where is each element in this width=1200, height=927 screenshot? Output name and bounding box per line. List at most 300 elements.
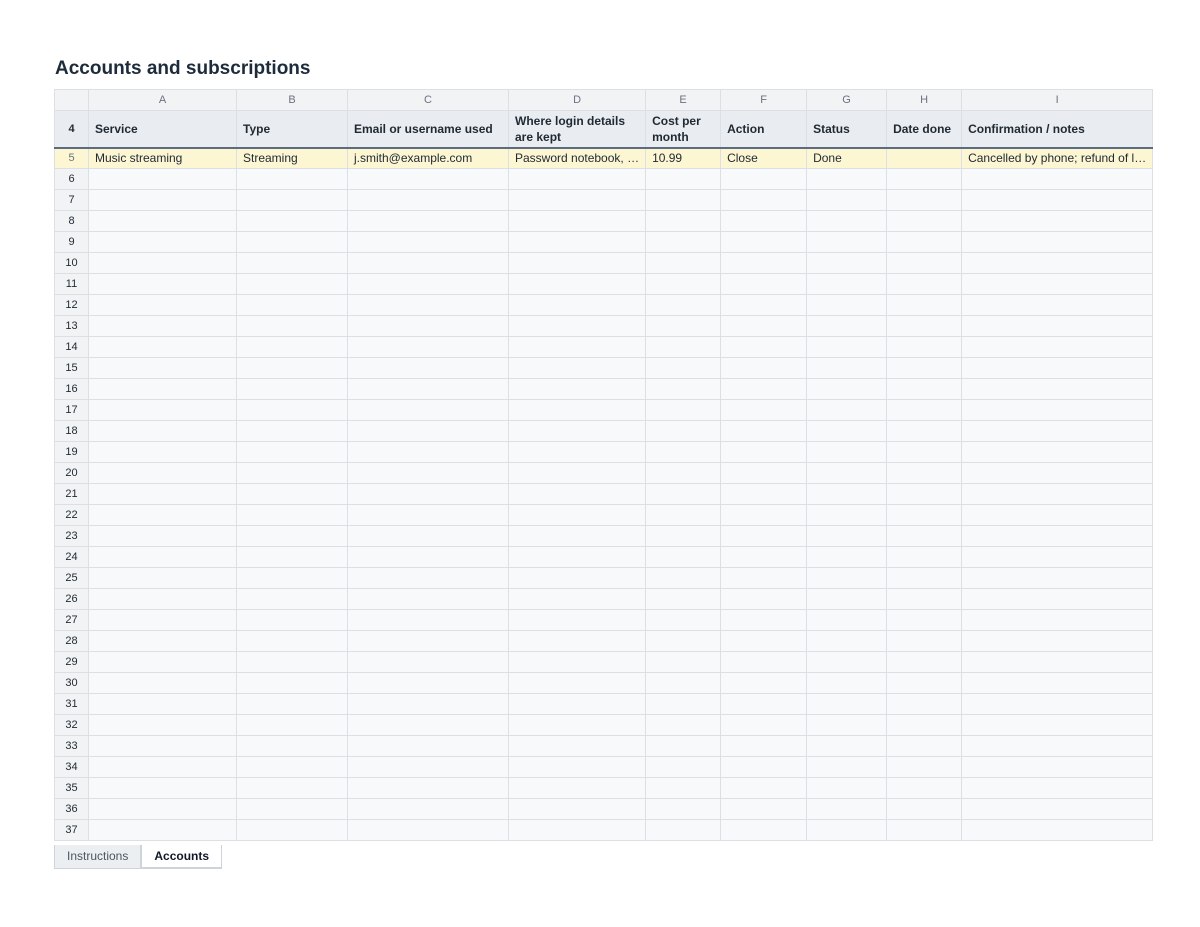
column-letter-i[interactable]: I xyxy=(962,90,1153,111)
cell-g18[interactable] xyxy=(807,421,887,442)
cell-b9[interactable] xyxy=(237,232,348,253)
cell-a11[interactable] xyxy=(89,274,237,295)
cell-a33[interactable] xyxy=(89,736,237,757)
cell-b20[interactable] xyxy=(237,463,348,484)
cell-c15[interactable] xyxy=(348,358,509,379)
row-number[interactable]: 16 xyxy=(55,379,89,400)
cell-e12[interactable] xyxy=(646,295,721,316)
cell-d24[interactable] xyxy=(509,547,646,568)
cell-a31[interactable] xyxy=(89,694,237,715)
cell-d17[interactable] xyxy=(509,400,646,421)
cell-f25[interactable] xyxy=(721,568,807,589)
cell-c7[interactable] xyxy=(348,190,509,211)
cell-a29[interactable] xyxy=(89,652,237,673)
cell-h35[interactable] xyxy=(887,778,962,799)
header-cell[interactable]: Status xyxy=(807,111,887,148)
cell-e30[interactable] xyxy=(646,673,721,694)
cell-e20[interactable] xyxy=(646,463,721,484)
cell-e33[interactable] xyxy=(646,736,721,757)
cell-h30[interactable] xyxy=(887,673,962,694)
cell-f10[interactable] xyxy=(721,253,807,274)
cell-h15[interactable] xyxy=(887,358,962,379)
cell-g17[interactable] xyxy=(807,400,887,421)
cell-a22[interactable] xyxy=(89,505,237,526)
cell-b11[interactable] xyxy=(237,274,348,295)
cell-d36[interactable] xyxy=(509,799,646,820)
cell-e31[interactable] xyxy=(646,694,721,715)
cell-d13[interactable] xyxy=(509,316,646,337)
cell-e7[interactable] xyxy=(646,190,721,211)
column-letter-c[interactable]: C xyxy=(348,90,509,111)
cell-d15[interactable] xyxy=(509,358,646,379)
cell-b22[interactable] xyxy=(237,505,348,526)
cell-c23[interactable] xyxy=(348,526,509,547)
cell-g21[interactable] xyxy=(807,484,887,505)
row-number[interactable]: 37 xyxy=(55,820,89,841)
cell-b36[interactable] xyxy=(237,799,348,820)
cell-i20[interactable] xyxy=(962,463,1153,484)
cell-h6[interactable] xyxy=(887,169,962,190)
row-number[interactable]: 30 xyxy=(55,673,89,694)
column-letter-g[interactable]: G xyxy=(807,90,887,111)
cell-c9[interactable] xyxy=(348,232,509,253)
cell-i34[interactable] xyxy=(962,757,1153,778)
cell-c24[interactable] xyxy=(348,547,509,568)
cell-c19[interactable] xyxy=(348,442,509,463)
cell-i35[interactable] xyxy=(962,778,1153,799)
cell-b7[interactable] xyxy=(237,190,348,211)
cell-b24[interactable] xyxy=(237,547,348,568)
cell-c35[interactable] xyxy=(348,778,509,799)
cell-h33[interactable] xyxy=(887,736,962,757)
cell-g7[interactable] xyxy=(807,190,887,211)
cell-b18[interactable] xyxy=(237,421,348,442)
cell-h5[interactable] xyxy=(887,148,962,169)
row-number[interactable]: 22 xyxy=(55,505,89,526)
cell-e24[interactable] xyxy=(646,547,721,568)
cell-g34[interactable] xyxy=(807,757,887,778)
column-letter-a[interactable]: A xyxy=(89,90,237,111)
cell-b28[interactable] xyxy=(237,631,348,652)
row-number[interactable]: 34 xyxy=(55,757,89,778)
cell-e5[interactable]: 10.99 xyxy=(646,148,721,169)
cell-c16[interactable] xyxy=(348,379,509,400)
cell-c6[interactable] xyxy=(348,169,509,190)
cell-i26[interactable] xyxy=(962,589,1153,610)
cell-g13[interactable] xyxy=(807,316,887,337)
cell-b27[interactable] xyxy=(237,610,348,631)
cell-c37[interactable] xyxy=(348,820,509,841)
cell-a37[interactable] xyxy=(89,820,237,841)
cell-i27[interactable] xyxy=(962,610,1153,631)
cell-i18[interactable] xyxy=(962,421,1153,442)
row-number[interactable]: 10 xyxy=(55,253,89,274)
cell-i22[interactable] xyxy=(962,505,1153,526)
row-number[interactable]: 17 xyxy=(55,400,89,421)
cell-c30[interactable] xyxy=(348,673,509,694)
cell-b35[interactable] xyxy=(237,778,348,799)
cell-c26[interactable] xyxy=(348,589,509,610)
row-number[interactable]: 33 xyxy=(55,736,89,757)
cell-g36[interactable] xyxy=(807,799,887,820)
cell-g23[interactable] xyxy=(807,526,887,547)
cell-h8[interactable] xyxy=(887,211,962,232)
cell-a35[interactable] xyxy=(89,778,237,799)
cell-f36[interactable] xyxy=(721,799,807,820)
cell-e34[interactable] xyxy=(646,757,721,778)
cell-h25[interactable] xyxy=(887,568,962,589)
cell-f13[interactable] xyxy=(721,316,807,337)
cell-g30[interactable] xyxy=(807,673,887,694)
cell-e29[interactable] xyxy=(646,652,721,673)
cell-c20[interactable] xyxy=(348,463,509,484)
cell-b25[interactable] xyxy=(237,568,348,589)
cell-i9[interactable] xyxy=(962,232,1153,253)
cell-g32[interactable] xyxy=(807,715,887,736)
cell-h26[interactable] xyxy=(887,589,962,610)
cell-f18[interactable] xyxy=(721,421,807,442)
cell-c17[interactable] xyxy=(348,400,509,421)
cell-i11[interactable] xyxy=(962,274,1153,295)
row-number[interactable]: 20 xyxy=(55,463,89,484)
cell-a10[interactable] xyxy=(89,253,237,274)
cell-g5[interactable]: Done xyxy=(807,148,887,169)
cell-a25[interactable] xyxy=(89,568,237,589)
cell-g10[interactable] xyxy=(807,253,887,274)
cell-b34[interactable] xyxy=(237,757,348,778)
cell-i23[interactable] xyxy=(962,526,1153,547)
cell-d11[interactable] xyxy=(509,274,646,295)
cell-a8[interactable] xyxy=(89,211,237,232)
cell-i36[interactable] xyxy=(962,799,1153,820)
row-number[interactable]: 23 xyxy=(55,526,89,547)
row-number[interactable]: 21 xyxy=(55,484,89,505)
cell-a5[interactable]: Music streaming xyxy=(89,148,237,169)
row-number[interactable]: 5 xyxy=(55,148,89,169)
cell-i28[interactable] xyxy=(962,631,1153,652)
cell-h10[interactable] xyxy=(887,253,962,274)
header-cell[interactable]: Cost per month xyxy=(646,111,721,148)
cell-a23[interactable] xyxy=(89,526,237,547)
cell-b19[interactable] xyxy=(237,442,348,463)
cell-h31[interactable] xyxy=(887,694,962,715)
cell-b26[interactable] xyxy=(237,589,348,610)
cell-i14[interactable] xyxy=(962,337,1153,358)
cell-g14[interactable] xyxy=(807,337,887,358)
cell-f32[interactable] xyxy=(721,715,807,736)
cell-c10[interactable] xyxy=(348,253,509,274)
cell-h21[interactable] xyxy=(887,484,962,505)
cell-i16[interactable] xyxy=(962,379,1153,400)
cell-e32[interactable] xyxy=(646,715,721,736)
header-cell[interactable]: Service xyxy=(89,111,237,148)
header-cell[interactable]: Type xyxy=(237,111,348,148)
cell-a14[interactable] xyxy=(89,337,237,358)
cell-b13[interactable] xyxy=(237,316,348,337)
row-number[interactable]: 29 xyxy=(55,652,89,673)
cell-f6[interactable] xyxy=(721,169,807,190)
cell-d37[interactable] xyxy=(509,820,646,841)
cell-a30[interactable] xyxy=(89,673,237,694)
cell-e6[interactable] xyxy=(646,169,721,190)
cell-a20[interactable] xyxy=(89,463,237,484)
row-number[interactable]: 13 xyxy=(55,316,89,337)
cell-b30[interactable] xyxy=(237,673,348,694)
cell-g20[interactable] xyxy=(807,463,887,484)
cell-f23[interactable] xyxy=(721,526,807,547)
cell-d33[interactable] xyxy=(509,736,646,757)
cell-f31[interactable] xyxy=(721,694,807,715)
cell-g12[interactable] xyxy=(807,295,887,316)
cell-i13[interactable] xyxy=(962,316,1153,337)
cell-d20[interactable] xyxy=(509,463,646,484)
cell-d14[interactable] xyxy=(509,337,646,358)
cell-f34[interactable] xyxy=(721,757,807,778)
cell-a21[interactable] xyxy=(89,484,237,505)
cell-c11[interactable] xyxy=(348,274,509,295)
cell-e14[interactable] xyxy=(646,337,721,358)
cell-f15[interactable] xyxy=(721,358,807,379)
cell-a6[interactable] xyxy=(89,169,237,190)
cell-d10[interactable] xyxy=(509,253,646,274)
cell-h23[interactable] xyxy=(887,526,962,547)
cell-c21[interactable] xyxy=(348,484,509,505)
cell-h20[interactable] xyxy=(887,463,962,484)
cell-f9[interactable] xyxy=(721,232,807,253)
column-letter-e[interactable]: E xyxy=(646,90,721,111)
cell-h24[interactable] xyxy=(887,547,962,568)
cell-c12[interactable] xyxy=(348,295,509,316)
header-cell[interactable]: Confirmation / notes xyxy=(962,111,1153,148)
column-letter-f[interactable]: F xyxy=(721,90,807,111)
cell-e23[interactable] xyxy=(646,526,721,547)
row-number[interactable]: 25 xyxy=(55,568,89,589)
header-cell[interactable]: Where login details are kept xyxy=(509,111,646,148)
cell-g25[interactable] xyxy=(807,568,887,589)
cell-d34[interactable] xyxy=(509,757,646,778)
cell-b21[interactable] xyxy=(237,484,348,505)
cell-c33[interactable] xyxy=(348,736,509,757)
cell-e17[interactable] xyxy=(646,400,721,421)
cell-d26[interactable] xyxy=(509,589,646,610)
cell-b8[interactable] xyxy=(237,211,348,232)
row-number[interactable]: 27 xyxy=(55,610,89,631)
cell-e8[interactable] xyxy=(646,211,721,232)
cell-b14[interactable] xyxy=(237,337,348,358)
cell-h12[interactable] xyxy=(887,295,962,316)
cell-h29[interactable] xyxy=(887,652,962,673)
row-number[interactable]: 12 xyxy=(55,295,89,316)
cell-g24[interactable] xyxy=(807,547,887,568)
row-number[interactable]: 9 xyxy=(55,232,89,253)
cell-a19[interactable] xyxy=(89,442,237,463)
cell-e16[interactable] xyxy=(646,379,721,400)
cell-e11[interactable] xyxy=(646,274,721,295)
cell-i6[interactable] xyxy=(962,169,1153,190)
cell-g19[interactable] xyxy=(807,442,887,463)
cell-c36[interactable] xyxy=(348,799,509,820)
cell-i17[interactable] xyxy=(962,400,1153,421)
cell-f33[interactable] xyxy=(721,736,807,757)
cell-d6[interactable] xyxy=(509,169,646,190)
cell-a32[interactable] xyxy=(89,715,237,736)
cell-d7[interactable] xyxy=(509,190,646,211)
row-number[interactable]: 31 xyxy=(55,694,89,715)
cell-i31[interactable] xyxy=(962,694,1153,715)
cell-d30[interactable] xyxy=(509,673,646,694)
cell-b31[interactable] xyxy=(237,694,348,715)
cell-h22[interactable] xyxy=(887,505,962,526)
cell-e9[interactable] xyxy=(646,232,721,253)
column-letter-d[interactable]: D xyxy=(509,90,646,111)
cell-b15[interactable] xyxy=(237,358,348,379)
tab-accounts[interactable]: Accounts xyxy=(141,845,222,869)
cell-f22[interactable] xyxy=(721,505,807,526)
cell-c14[interactable] xyxy=(348,337,509,358)
select-all-corner[interactable] xyxy=(55,90,89,111)
row-number[interactable]: 6 xyxy=(55,169,89,190)
cell-c32[interactable] xyxy=(348,715,509,736)
tab-instructions[interactable]: Instructions xyxy=(54,845,141,869)
cell-i32[interactable] xyxy=(962,715,1153,736)
cell-g37[interactable] xyxy=(807,820,887,841)
cell-g26[interactable] xyxy=(807,589,887,610)
row-number[interactable]: 4 xyxy=(55,111,89,148)
cell-d29[interactable] xyxy=(509,652,646,673)
cell-i37[interactable] xyxy=(962,820,1153,841)
cell-d22[interactable] xyxy=(509,505,646,526)
cell-a28[interactable] xyxy=(89,631,237,652)
cell-c34[interactable] xyxy=(348,757,509,778)
cell-c8[interactable] xyxy=(348,211,509,232)
cell-h7[interactable] xyxy=(887,190,962,211)
cell-a13[interactable] xyxy=(89,316,237,337)
cell-i8[interactable] xyxy=(962,211,1153,232)
row-number[interactable]: 15 xyxy=(55,358,89,379)
cell-f11[interactable] xyxy=(721,274,807,295)
cell-i10[interactable] xyxy=(962,253,1153,274)
cell-d21[interactable] xyxy=(509,484,646,505)
row-number[interactable]: 28 xyxy=(55,631,89,652)
cell-d5[interactable]: Password notebook, … xyxy=(509,148,646,169)
cell-b17[interactable] xyxy=(237,400,348,421)
cell-h28[interactable] xyxy=(887,631,962,652)
cell-c31[interactable] xyxy=(348,694,509,715)
cell-b10[interactable] xyxy=(237,253,348,274)
cell-g6[interactable] xyxy=(807,169,887,190)
cell-g16[interactable] xyxy=(807,379,887,400)
column-letter-h[interactable]: H xyxy=(887,90,962,111)
cell-h37[interactable] xyxy=(887,820,962,841)
cell-b16[interactable] xyxy=(237,379,348,400)
cell-a34[interactable] xyxy=(89,757,237,778)
cell-e37[interactable] xyxy=(646,820,721,841)
cell-f19[interactable] xyxy=(721,442,807,463)
cell-i24[interactable] xyxy=(962,547,1153,568)
cell-d16[interactable] xyxy=(509,379,646,400)
cell-c13[interactable] xyxy=(348,316,509,337)
cell-e28[interactable] xyxy=(646,631,721,652)
cell-i15[interactable] xyxy=(962,358,1153,379)
cell-g22[interactable] xyxy=(807,505,887,526)
cell-h27[interactable] xyxy=(887,610,962,631)
cell-i33[interactable] xyxy=(962,736,1153,757)
cell-a12[interactable] xyxy=(89,295,237,316)
cell-e36[interactable] xyxy=(646,799,721,820)
cell-b23[interactable] xyxy=(237,526,348,547)
cell-g8[interactable] xyxy=(807,211,887,232)
cell-f30[interactable] xyxy=(721,673,807,694)
cell-f7[interactable] xyxy=(721,190,807,211)
cell-b33[interactable] xyxy=(237,736,348,757)
header-cell[interactable]: Date done xyxy=(887,111,962,148)
cell-i21[interactable] xyxy=(962,484,1153,505)
cell-f20[interactable] xyxy=(721,463,807,484)
cell-e22[interactable] xyxy=(646,505,721,526)
cell-h14[interactable] xyxy=(887,337,962,358)
row-number[interactable]: 8 xyxy=(55,211,89,232)
cell-g29[interactable] xyxy=(807,652,887,673)
cell-g31[interactable] xyxy=(807,694,887,715)
row-number[interactable]: 7 xyxy=(55,190,89,211)
row-number[interactable]: 14 xyxy=(55,337,89,358)
cell-f14[interactable] xyxy=(721,337,807,358)
cell-f21[interactable] xyxy=(721,484,807,505)
header-cell[interactable]: Action xyxy=(721,111,807,148)
cell-a9[interactable] xyxy=(89,232,237,253)
cell-h17[interactable] xyxy=(887,400,962,421)
cell-d35[interactable] xyxy=(509,778,646,799)
cell-c29[interactable] xyxy=(348,652,509,673)
cell-c5[interactable]: j.smith@example.com xyxy=(348,148,509,169)
cell-i29[interactable] xyxy=(962,652,1153,673)
cell-e25[interactable] xyxy=(646,568,721,589)
cell-c22[interactable] xyxy=(348,505,509,526)
cell-h32[interactable] xyxy=(887,715,962,736)
cell-f29[interactable] xyxy=(721,652,807,673)
cell-f5[interactable]: Close xyxy=(721,148,807,169)
row-number[interactable]: 26 xyxy=(55,589,89,610)
cell-h9[interactable] xyxy=(887,232,962,253)
cell-b29[interactable] xyxy=(237,652,348,673)
cell-c28[interactable] xyxy=(348,631,509,652)
cell-f24[interactable] xyxy=(721,547,807,568)
column-letter-b[interactable]: B xyxy=(237,90,348,111)
cell-c27[interactable] xyxy=(348,610,509,631)
cell-i25[interactable] xyxy=(962,568,1153,589)
header-cell[interactable]: Email or username used xyxy=(348,111,509,148)
row-number[interactable]: 36 xyxy=(55,799,89,820)
cell-d12[interactable] xyxy=(509,295,646,316)
cell-e35[interactable] xyxy=(646,778,721,799)
cell-a26[interactable] xyxy=(89,589,237,610)
cell-e10[interactable] xyxy=(646,253,721,274)
cell-h16[interactable] xyxy=(887,379,962,400)
cell-g35[interactable] xyxy=(807,778,887,799)
cell-e21[interactable] xyxy=(646,484,721,505)
cell-h18[interactable] xyxy=(887,421,962,442)
cell-f16[interactable] xyxy=(721,379,807,400)
cell-e19[interactable] xyxy=(646,442,721,463)
cell-i12[interactable] xyxy=(962,295,1153,316)
cell-g9[interactable] xyxy=(807,232,887,253)
cell-b32[interactable] xyxy=(237,715,348,736)
cell-d27[interactable] xyxy=(509,610,646,631)
cell-b6[interactable] xyxy=(237,169,348,190)
cell-d25[interactable] xyxy=(509,568,646,589)
row-number[interactable]: 19 xyxy=(55,442,89,463)
row-number[interactable]: 24 xyxy=(55,547,89,568)
